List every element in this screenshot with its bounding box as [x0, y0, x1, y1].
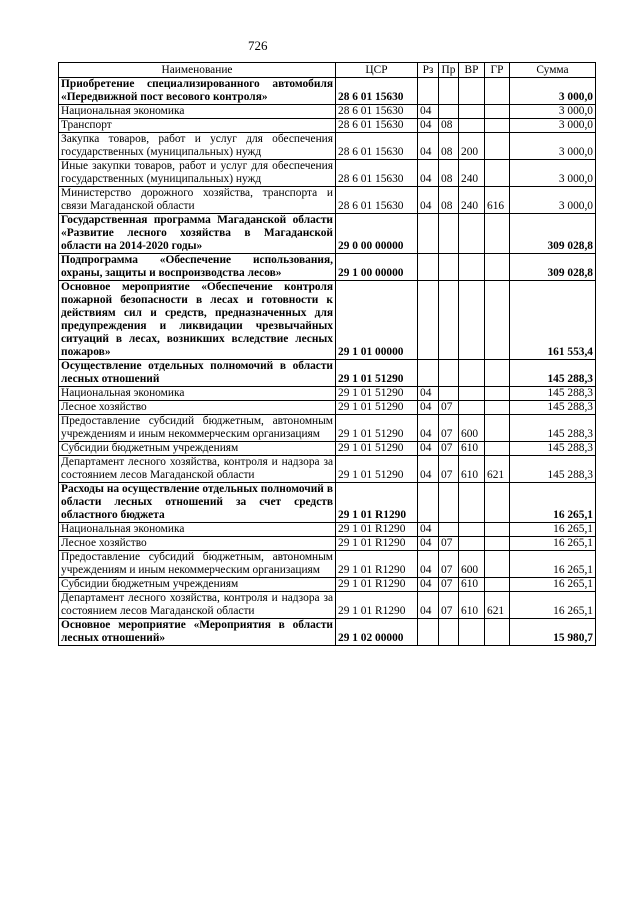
row-sum: 309 028,8	[510, 214, 596, 254]
row-pr	[439, 78, 459, 105]
row-pr: 07	[439, 401, 459, 415]
table-row	[59, 187, 596, 214]
row-sum: 16 265,1	[510, 523, 596, 537]
row-pr: 07	[439, 442, 459, 456]
row-name: Департамент лесного хозяйства, контроля и надзора за состоянием лесов Магаданской области	[59, 592, 336, 619]
row-pr	[439, 483, 459, 523]
row-vr	[459, 78, 485, 105]
row-rz	[418, 78, 439, 105]
row-vr: 610	[459, 592, 485, 619]
row-vr: 610	[459, 578, 485, 592]
row-gr	[485, 254, 510, 281]
row-vr	[459, 387, 485, 401]
row-vr	[459, 537, 485, 551]
row-csr: 29 1 01 R1290	[336, 551, 418, 578]
row-pr	[439, 360, 459, 387]
row-rz	[418, 281, 439, 360]
row-sum: 145 288,3	[510, 442, 596, 456]
row-name: Предоставление субсидий бюджетным, автономным учреждениям и иным некоммерческим организациям	[59, 551, 336, 578]
row-vr	[459, 119, 485, 133]
table-row	[59, 160, 596, 187]
row-name: Национальная экономика	[59, 523, 336, 537]
row-rz	[418, 214, 439, 254]
row-vr	[459, 105, 485, 119]
row-gr	[485, 537, 510, 551]
row-rz: 04	[418, 592, 439, 619]
row-gr	[485, 523, 510, 537]
row-name: Транспорт	[59, 119, 336, 133]
row-csr: 29 1 01 R1290	[336, 537, 418, 551]
row-csr: 29 1 01 51290	[336, 401, 418, 415]
row-sum: 16 265,1	[510, 578, 596, 592]
row-gr	[485, 442, 510, 456]
row-gr	[485, 119, 510, 133]
row-name: Основное мероприятие «Обеспечение контроля пожарной безопасности в лесах и готовности к действиям сил и средств, предназначенных для предупреждения и ликвидации чрезвычайных ситуаций в лесах, возникших вследствие лесных пожаров»	[59, 281, 336, 360]
table-row	[59, 254, 596, 281]
row-rz: 04	[418, 119, 439, 133]
row-gr	[485, 387, 510, 401]
row-vr: 610	[459, 442, 485, 456]
header-rz: Рз	[418, 63, 439, 78]
table-row	[59, 442, 596, 456]
row-vr	[459, 360, 485, 387]
row-pr	[439, 105, 459, 119]
row-csr: 29 1 01 51290	[336, 387, 418, 401]
row-name: Субсидии бюджетным учреждениям	[59, 578, 336, 592]
row-csr: 29 1 01 R1290	[336, 523, 418, 537]
row-vr	[459, 214, 485, 254]
row-pr	[439, 387, 459, 401]
row-csr: 29 1 01 R1290	[336, 578, 418, 592]
table-row	[59, 415, 596, 442]
row-sum: 3 000,0	[510, 119, 596, 133]
row-sum: 3 000,0	[510, 78, 596, 105]
row-rz: 04	[418, 537, 439, 551]
row-sum: 16 265,1	[510, 551, 596, 578]
row-sum: 16 265,1	[510, 592, 596, 619]
row-vr	[459, 619, 485, 646]
row-sum: 161 553,4	[510, 281, 596, 360]
row-vr	[459, 281, 485, 360]
row-name: Осуществление отдельных полномочий в области лесных отношений	[59, 360, 336, 387]
row-gr	[485, 401, 510, 415]
row-rz: 04	[418, 551, 439, 578]
row-name: Лесное хозяйство	[59, 401, 336, 415]
row-pr: 07	[439, 537, 459, 551]
table-row	[59, 401, 596, 415]
row-vr: 600	[459, 551, 485, 578]
row-pr: 07	[439, 592, 459, 619]
row-vr	[459, 483, 485, 523]
row-gr	[485, 578, 510, 592]
table-row	[59, 578, 596, 592]
table-row	[59, 523, 596, 537]
row-name: Государственная программа Магаданской области «Развитие лесного хозяйства в Магаданской области на 2014-2020 годы»	[59, 214, 336, 254]
row-gr	[485, 551, 510, 578]
row-name: Национальная экономика	[59, 387, 336, 401]
row-rz	[418, 619, 439, 646]
row-name: Лесное хозяйство	[59, 537, 336, 551]
row-gr	[485, 281, 510, 360]
row-csr: 29 0 00 00000	[336, 214, 418, 254]
table-row	[59, 483, 596, 523]
row-gr	[485, 415, 510, 442]
row-sum: 145 288,3	[510, 415, 596, 442]
row-pr	[439, 254, 459, 281]
row-csr: 29 1 01 51290	[336, 442, 418, 456]
row-sum: 309 028,8	[510, 254, 596, 281]
row-sum: 145 288,3	[510, 360, 596, 387]
row-csr: 29 1 01 51290	[336, 456, 418, 483]
row-vr	[459, 401, 485, 415]
row-csr: 28 6 01 15630	[336, 133, 418, 160]
row-pr: 08	[439, 160, 459, 187]
row-rz	[418, 254, 439, 281]
row-gr: 621	[485, 456, 510, 483]
table-row	[59, 133, 596, 160]
row-vr: 600	[459, 415, 485, 442]
row-pr: 08	[439, 187, 459, 214]
row-gr	[485, 360, 510, 387]
table-row	[59, 78, 596, 105]
table-row	[59, 281, 596, 360]
row-name: Министерство дорожного хозяйства, транспорта и связи Магаданской области	[59, 187, 336, 214]
row-pr	[439, 619, 459, 646]
row-sum: 145 288,3	[510, 387, 596, 401]
row-pr	[439, 214, 459, 254]
header-row	[59, 63, 596, 78]
row-csr: 28 6 01 15630	[336, 187, 418, 214]
row-name: Приобретение специализированного автомобиля «Передвижной пост весового контроля»	[59, 78, 336, 105]
row-name: Иные закупки товаров, работ и услуг для обеспечения государственных (муниципальных) нужд	[59, 160, 336, 187]
header-csr: ЦСР	[336, 63, 418, 78]
row-name: Закупка товаров, работ и услуг для обеспечения государственных (муниципальных) нужд	[59, 133, 336, 160]
row-rz: 04	[418, 442, 439, 456]
row-gr	[485, 78, 510, 105]
row-csr: 29 1 02 00000	[336, 619, 418, 646]
row-rz: 04	[418, 415, 439, 442]
row-csr: 29 1 00 00000	[336, 254, 418, 281]
row-gr: 616	[485, 187, 510, 214]
header-pr: Пр	[439, 63, 459, 78]
row-rz: 04	[418, 456, 439, 483]
row-gr	[485, 214, 510, 254]
row-name: Национальная экономика	[59, 105, 336, 119]
row-rz: 04	[418, 523, 439, 537]
row-vr: 200	[459, 133, 485, 160]
header-name: Наименование	[59, 63, 336, 78]
table-row	[59, 214, 596, 254]
row-name: Департамент лесного хозяйства, контроля и надзора за состоянием лесов Магаданской области	[59, 456, 336, 483]
row-pr: 07	[439, 415, 459, 442]
row-pr	[439, 523, 459, 537]
row-gr	[485, 105, 510, 119]
row-name: Расходы на осуществление отдельных полномочий в области лесных отношений за счет средств областного бюджета	[59, 483, 336, 523]
row-name: Предоставление субсидий бюджетным, автономным учреждениям и иным некоммерческим организациям	[59, 415, 336, 442]
header-sum: Сумма	[510, 63, 596, 78]
row-pr: 08	[439, 119, 459, 133]
budget-table	[58, 62, 596, 646]
row-gr	[485, 483, 510, 523]
row-csr: 29 1 01 R1290	[336, 483, 418, 523]
row-rz: 04	[418, 105, 439, 119]
row-gr	[485, 160, 510, 187]
table-body	[59, 78, 596, 646]
table-row	[59, 619, 596, 646]
row-pr: 07	[439, 551, 459, 578]
row-rz: 04	[418, 401, 439, 415]
header-vr: ВР	[459, 63, 485, 78]
table-row	[59, 105, 596, 119]
row-csr: 28 6 01 15630	[336, 78, 418, 105]
row-csr: 29 1 01 51290	[336, 415, 418, 442]
row-rz	[418, 360, 439, 387]
row-csr: 29 1 01 R1290	[336, 592, 418, 619]
row-vr: 240	[459, 187, 485, 214]
row-gr	[485, 133, 510, 160]
row-vr	[459, 254, 485, 281]
page-number: 726	[248, 38, 268, 53]
row-sum: 15 980,7	[510, 619, 596, 646]
row-csr: 29 1 01 00000	[336, 281, 418, 360]
row-sum: 145 288,3	[510, 401, 596, 415]
row-sum: 3 000,0	[510, 133, 596, 160]
row-name: Субсидии бюджетным учреждениям	[59, 442, 336, 456]
row-vr: 610	[459, 456, 485, 483]
row-vr	[459, 523, 485, 537]
row-pr: 07	[439, 456, 459, 483]
table-row	[59, 119, 596, 133]
table-row	[59, 592, 596, 619]
row-vr: 240	[459, 160, 485, 187]
row-name: Подпрограмма «Обеспечение использования, охраны, защиты и воспроизводства лесов»	[59, 254, 336, 281]
row-csr: 28 6 01 15630	[336, 160, 418, 187]
row-sum: 3 000,0	[510, 160, 596, 187]
row-gr: 621	[485, 592, 510, 619]
row-rz: 04	[418, 187, 439, 214]
row-name: Основное мероприятие «Мероприятия в области лесных отношений»	[59, 619, 336, 646]
table-row	[59, 456, 596, 483]
row-rz: 04	[418, 133, 439, 160]
table-row	[59, 387, 596, 401]
header-gr: ГР	[485, 63, 510, 78]
row-rz: 04	[418, 160, 439, 187]
row-rz: 04	[418, 387, 439, 401]
row-pr	[439, 281, 459, 360]
row-pr: 08	[439, 133, 459, 160]
row-rz	[418, 483, 439, 523]
row-sum: 145 288,3	[510, 456, 596, 483]
row-csr: 29 1 01 51290	[336, 360, 418, 387]
table-row	[59, 537, 596, 551]
row-gr	[485, 619, 510, 646]
table-row	[59, 360, 596, 387]
row-sum: 3 000,0	[510, 187, 596, 214]
row-csr: 28 6 01 15630	[336, 119, 418, 133]
row-sum: 16 265,1	[510, 537, 596, 551]
table-row	[59, 551, 596, 578]
row-rz: 04	[418, 578, 439, 592]
row-csr: 28 6 01 15630	[336, 105, 418, 119]
row-sum: 16 265,1	[510, 483, 596, 523]
row-sum: 3 000,0	[510, 105, 596, 119]
row-pr: 07	[439, 578, 459, 592]
